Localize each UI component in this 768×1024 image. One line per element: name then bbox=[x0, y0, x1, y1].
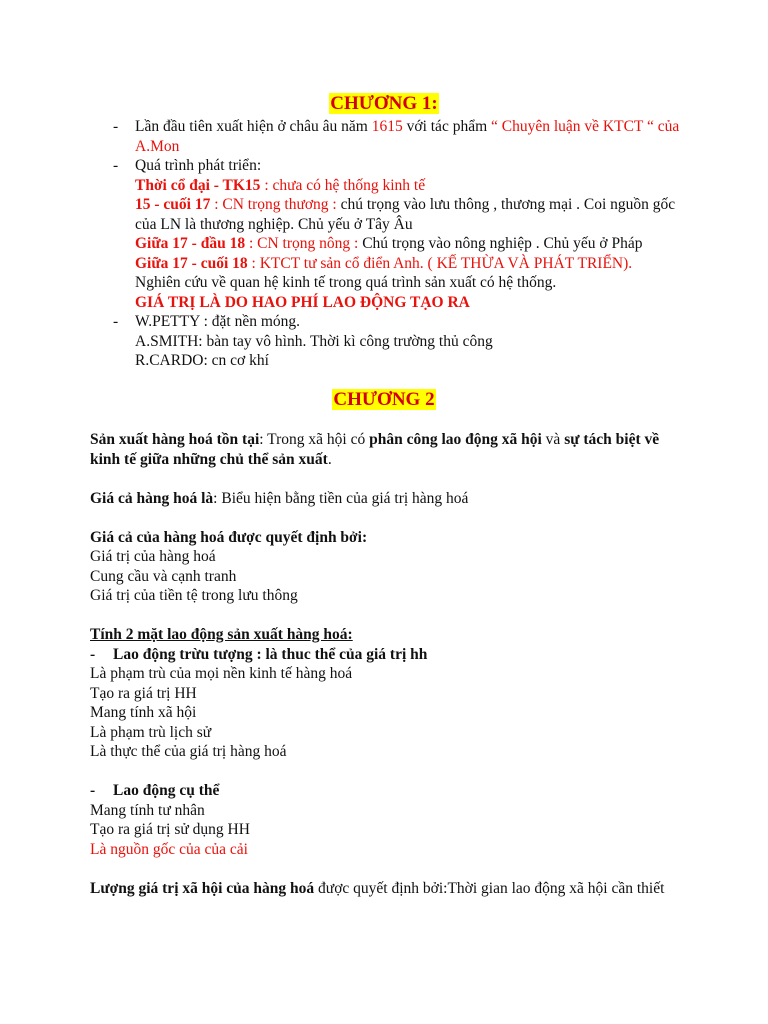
price-definition-term: Giá cả hàng hoá là bbox=[90, 489, 214, 507]
period-classical-school: : KTCT tư sản cổ điển Anh. ( KẾ THỪA VÀ PHÁT TRIỂN). bbox=[247, 254, 633, 272]
spacer bbox=[90, 508, 690, 528]
commodity-production-paragraph bbox=[90, 430, 690, 469]
period-ancient-label: Thời cổ đại - TK15 bbox=[135, 176, 261, 194]
labor-value-statement: GIÁ TRỊ LÀ DO HAO PHÍ LAO ĐỘNG TẠO RA bbox=[135, 293, 470, 311]
concrete-labor-item: Tạo ra giá trị sử dụng HH bbox=[90, 821, 250, 838]
chapter1-title: CHƯƠNG 1: bbox=[330, 93, 438, 114]
price-factor-item: Cung cầu và cạnh tranh bbox=[90, 567, 237, 585]
abstract-labor-item: Là phạm trù lịch sử bbox=[90, 723, 212, 741]
period-ancient bbox=[135, 176, 693, 196]
abstract-labor-item: Là thực thể của giá trị hàng hoá bbox=[90, 743, 287, 760]
chapter1-heading bbox=[0, 92, 768, 116]
period-classical-label: Giữa 17 - cuối 18 bbox=[135, 254, 248, 272]
commodity-production-text-2: và bbox=[541, 431, 565, 448]
value-magnitude-paragraph bbox=[90, 879, 690, 899]
chapter1-bullet-economists bbox=[113, 312, 693, 371]
period-classical-text: Nghiên cứu về quan hệ kinh tế trong quá trình sản xuất có hệ thống. bbox=[135, 274, 557, 291]
spacer bbox=[90, 469, 690, 489]
period-physiocracy bbox=[135, 234, 693, 254]
abstract-labor-item: Mang tính xã hội bbox=[90, 704, 197, 721]
origin-year: 1615 bbox=[371, 118, 403, 135]
period-classical bbox=[135, 254, 693, 274]
abstract-labor-title: Lao động trừu tượng : là thuc thể của giá trị hh bbox=[113, 645, 428, 663]
period-physiocracy-label: Giữa 17 - đầu 18 bbox=[135, 235, 246, 252]
period-mercantilism-school: : CN trọng thương : bbox=[210, 196, 337, 213]
spacer bbox=[90, 762, 690, 782]
bullet-dash: - bbox=[90, 645, 96, 663]
economist-petty: W.PETTY : đặt nền móng. bbox=[135, 313, 301, 330]
commodity-production-text: : Trong xã hội có bbox=[259, 431, 370, 448]
price-factors-heading: Giá cả của hàng hoá được quyết định bởi: bbox=[90, 528, 368, 546]
period-mercantilism-label: 15 - cuối 17 bbox=[135, 196, 211, 213]
concrete-labor-title-row bbox=[90, 781, 690, 801]
origin-text-2: với tác phẩm bbox=[402, 118, 492, 135]
chapter1-bullet-development bbox=[113, 156, 693, 312]
abstract-labor-item: Tạo ra giá trị HH bbox=[90, 684, 197, 702]
period-ancient-text: : chưa có hệ thống kinh tế bbox=[260, 176, 426, 194]
origin-text: Lần đầu tiên xuất hiện ở châu âu năm bbox=[135, 118, 372, 135]
development-intro: Quá trình phát triển: bbox=[135, 157, 262, 174]
concrete-labor-title: Lao động cụ thể bbox=[113, 782, 220, 799]
price-definition-paragraph bbox=[90, 489, 690, 509]
value-magnitude-text: được quyết định bởi:Thời gian lao động xã hội cần thiết bbox=[314, 879, 665, 897]
period-physiocracy-text: Chú trọng vào nông nghiệp . Chủ yếu ở Pháp bbox=[358, 235, 643, 252]
concrete-labor-wealth-source: Là nguồn gốc của của cải bbox=[90, 840, 248, 858]
economic-separation-term: sự tách biệt về kinh tế giữa những chủ thể sản xuất bbox=[90, 431, 660, 468]
commodity-production-end: . bbox=[327, 450, 332, 468]
spacer bbox=[90, 606, 690, 626]
bullet-dash: - bbox=[113, 118, 119, 135]
bullet-dash: - bbox=[90, 782, 96, 799]
period-physiocracy-school: : CN trọng nông : bbox=[245, 235, 359, 252]
value-magnitude-term: Lượng giá trị xã hội của hàng hoá bbox=[90, 879, 315, 897]
chapter1-bullet-origin bbox=[113, 117, 693, 156]
price-definition-text: : Biểu hiện bằng tiền của giá trị hàng hoá bbox=[213, 489, 469, 507]
chapter2-title: CHƯƠNG 2 bbox=[333, 389, 435, 410]
concrete-labor-item: Mang tính tư nhân bbox=[90, 801, 205, 819]
spacer bbox=[90, 859, 690, 879]
period-mercantilism-text: chú trọng vào lưu thông , thương mại . Coi nguồn gốc của LN là thương nghiệp. Chủ yếu ở Tây Âu bbox=[135, 196, 676, 233]
chapter2-heading bbox=[0, 388, 768, 412]
abstract-labor-item: Là phạm trù của mọi nền kinh tế hàng hoá bbox=[90, 665, 353, 682]
economist-ricardo: R.CARDO: cn cơ khí bbox=[135, 352, 269, 369]
chapter1-body bbox=[113, 117, 693, 371]
price-factor-item: Giá trị của tiền tệ trong lưu thông bbox=[90, 587, 298, 604]
economist-smith: A.SMITH: bàn tay vô hình. Thời kì công trường thủ công bbox=[135, 332, 493, 350]
period-mercantilism bbox=[135, 195, 693, 234]
abstract-labor-title-row bbox=[90, 645, 690, 665]
commodity-production-term: Sản xuất hàng hoá tồn tại bbox=[90, 431, 260, 448]
origin-work: “ Chuyên luận về KTCT “ của A.Mon bbox=[135, 118, 680, 155]
labor-duality-heading: Tính 2 mặt lao động sản xuất hàng hoá: bbox=[90, 626, 353, 643]
social-division-term: phân công lao động xã hội bbox=[369, 431, 542, 448]
bullet-dash: - bbox=[113, 313, 119, 330]
chapter2-body bbox=[90, 430, 690, 898]
price-factor-item: Giá trị của hàng hoá bbox=[90, 548, 216, 565]
bullet-dash: - bbox=[113, 157, 119, 174]
